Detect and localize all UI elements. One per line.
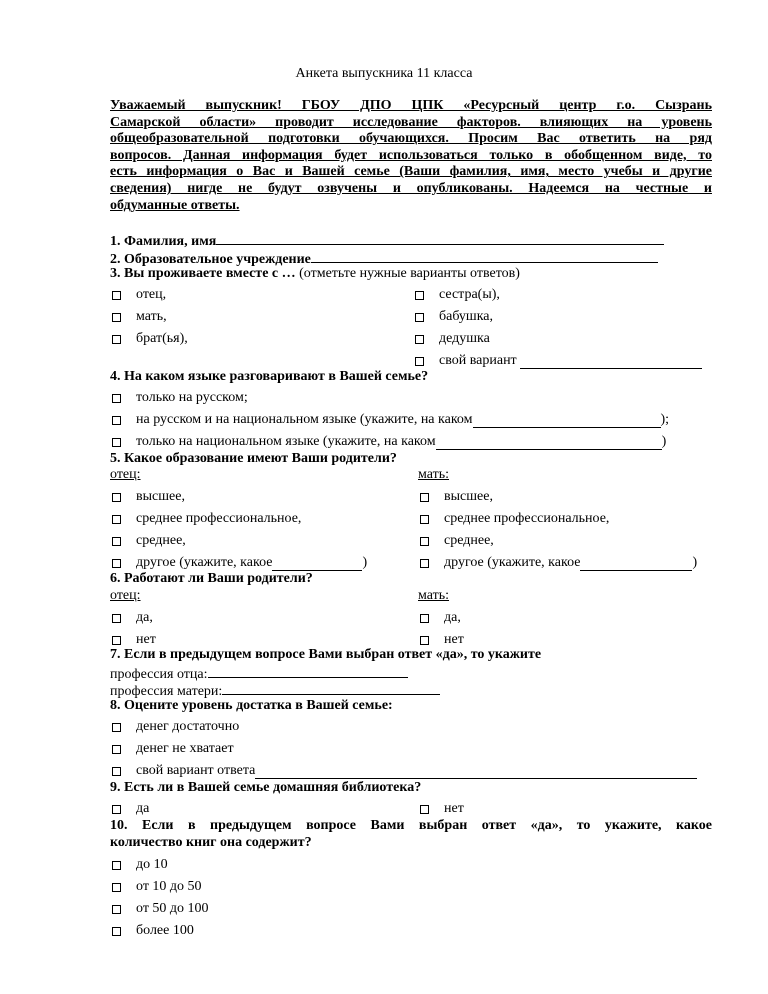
checkbox[interactable] [112, 291, 121, 300]
intro-line: общеобразовательной подготовки обучающихся. Просим Вас ответить на ряд [110, 131, 712, 147]
checkbox[interactable] [112, 927, 121, 936]
father-works-yes[interactable]: да, [112, 609, 153, 627]
option-brother[interactable]: брат(ья), [112, 330, 188, 348]
option-enough-money[interactable]: денег достаточно [112, 718, 239, 736]
question-hint: (отметьте нужные варианты ответов) [299, 266, 520, 281]
mother-other[interactable]: другое (укажите, какое ) [420, 554, 697, 572]
mother-secondary-professional[interactable]: среднее профессиональное, [420, 510, 609, 528]
checkbox[interactable] [112, 905, 121, 914]
other-field[interactable] [520, 354, 702, 369]
intro-line: Уважаемый выпускник! ГБОУ ДПО ЦПК «Ресурсный центр г.о. Сызрань [110, 98, 712, 113]
option-grandfather[interactable]: дедушка [415, 330, 490, 348]
father-heading: отец: [110, 588, 141, 603]
checkbox[interactable] [112, 745, 121, 754]
checkbox[interactable] [112, 614, 121, 623]
intro-paragraph [110, 98, 712, 214]
mother-profession-field[interactable] [222, 680, 440, 695]
option-mother[interactable]: мать, [112, 308, 167, 326]
checkbox[interactable] [112, 636, 121, 645]
father-heading: отец: [110, 467, 141, 482]
school-field[interactable] [311, 248, 658, 263]
checkbox[interactable] [112, 335, 121, 344]
checkbox[interactable] [420, 537, 429, 546]
name-field[interactable] [216, 230, 664, 245]
checkbox[interactable] [415, 357, 424, 366]
option-national-only[interactable]: только на национальном языке (укажите, на каком ) [112, 433, 666, 451]
checkbox[interactable] [415, 291, 424, 300]
language-field[interactable] [473, 413, 661, 428]
question-label: 1. Фамилия, имя [110, 234, 217, 249]
father-works-no[interactable]: нет [112, 631, 156, 649]
library-yes[interactable]: да [112, 800, 149, 818]
question-10-cont: количество книг она содержит? [110, 835, 312, 850]
intro-line: сведения) нигде не будут озвучены и опубликованы. Надеемся на честные и [110, 180, 712, 196]
question-3 [110, 265, 520, 283]
checkbox[interactable] [112, 394, 121, 403]
checkbox[interactable] [112, 559, 121, 568]
checkbox[interactable] [415, 335, 424, 344]
checkbox[interactable] [420, 559, 429, 568]
checkbox[interactable] [420, 515, 429, 524]
question-9: 9. Есть ли в Вашей семье домашняя библиотека? [110, 780, 422, 795]
checkbox[interactable] [112, 313, 121, 322]
father-secondary[interactable]: среднее, [112, 532, 186, 550]
question-10: 10. Если в предыдущем вопросе Вами выбран ответ «да», то укажите, какое [110, 818, 712, 833]
language-field[interactable] [436, 435, 662, 450]
mother-secondary[interactable]: среднее, [420, 532, 494, 550]
books-10-to-50[interactable]: от 10 до 50 [112, 878, 202, 896]
education-field[interactable] [580, 556, 692, 571]
checkbox[interactable] [112, 493, 121, 502]
checkbox[interactable] [112, 416, 121, 425]
books-50-to-100[interactable]: от 50 до 100 [112, 900, 209, 918]
option-sister[interactable]: сестра(ы), [415, 286, 500, 304]
question-5: 5. Какое образование имеют Ваши родители? [110, 451, 397, 466]
question-label: 3. Вы проживаете вместе с … [110, 266, 296, 281]
checkbox[interactable] [420, 805, 429, 814]
checkbox[interactable] [112, 883, 121, 892]
option-grandmother[interactable]: бабушка, [415, 308, 493, 326]
checkbox[interactable] [420, 614, 429, 623]
question-7: 7. Если в предыдущем вопросе Вами выбран ответ «да», то укажите [110, 647, 542, 662]
checkbox[interactable] [112, 723, 121, 732]
mother-higher[interactable]: высшее, [420, 488, 493, 506]
library-no[interactable]: нет [420, 800, 464, 818]
question-6: 6. Работают ли Ваши родители? [110, 571, 313, 586]
checkbox[interactable] [112, 515, 121, 524]
father-profession: профессия отца: [110, 663, 408, 684]
books-up-to-10[interactable]: до 10 [112, 856, 168, 874]
checkbox[interactable] [112, 438, 121, 447]
checkbox[interactable] [420, 493, 429, 502]
checkbox[interactable] [415, 313, 424, 322]
question-4: 4. На каком языке разговаривают в Вашей семье? [110, 369, 429, 384]
mother-works-yes[interactable]: да, [420, 609, 461, 627]
own-answer-field[interactable] [255, 764, 697, 779]
father-profession-field[interactable] [208, 663, 408, 678]
father-secondary-professional[interactable]: среднее профессиональное, [112, 510, 301, 528]
option-russian-and-national[interactable]: на русском и на национальном языке (укажите, на каком ); [112, 411, 669, 429]
intro-line: обдуманные ответы. [110, 197, 240, 213]
checkbox[interactable] [112, 767, 121, 776]
option-own-answer[interactable]: свой вариант ответа [112, 762, 697, 780]
checkbox[interactable] [112, 861, 121, 870]
father-other[interactable]: другое (укажите, какое ) [112, 554, 367, 572]
checkbox[interactable] [112, 805, 121, 814]
mother-works-no[interactable]: нет [420, 631, 464, 649]
intro-line: вопросов. Данная информация будет использоваться только в обобщенном виде, то [110, 147, 712, 163]
education-field[interactable] [272, 556, 362, 571]
mother-heading: мать: [418, 588, 450, 603]
option-father[interactable]: отец, [112, 286, 166, 304]
checkbox[interactable] [420, 636, 429, 645]
page-title: Анкета выпускника 11 класса [295, 66, 473, 81]
intro-line: Самарской области» проводит исследование факторов. влияющих на уровень [110, 114, 712, 130]
question-8: 8. Оцените уровень достатка в Вашей семье: [110, 698, 393, 713]
intro-line: есть информация о Вас и Вашей семье (Ваши фамилия, имя, место учебы и другие [110, 164, 712, 180]
option-other[interactable]: свой вариант [415, 352, 702, 370]
father-higher[interactable]: высшее, [112, 488, 185, 506]
mother-heading: мать: [418, 467, 450, 482]
question-label: 2. Образовательное учреждение [110, 252, 311, 267]
books-over-100[interactable]: более 100 [112, 922, 194, 940]
checkbox[interactable] [112, 537, 121, 546]
option-russian-only[interactable]: только на русском; [112, 389, 248, 407]
mother-profession: профессия матери: [110, 680, 440, 701]
option-not-enough-money[interactable]: денег не хватает [112, 740, 234, 758]
